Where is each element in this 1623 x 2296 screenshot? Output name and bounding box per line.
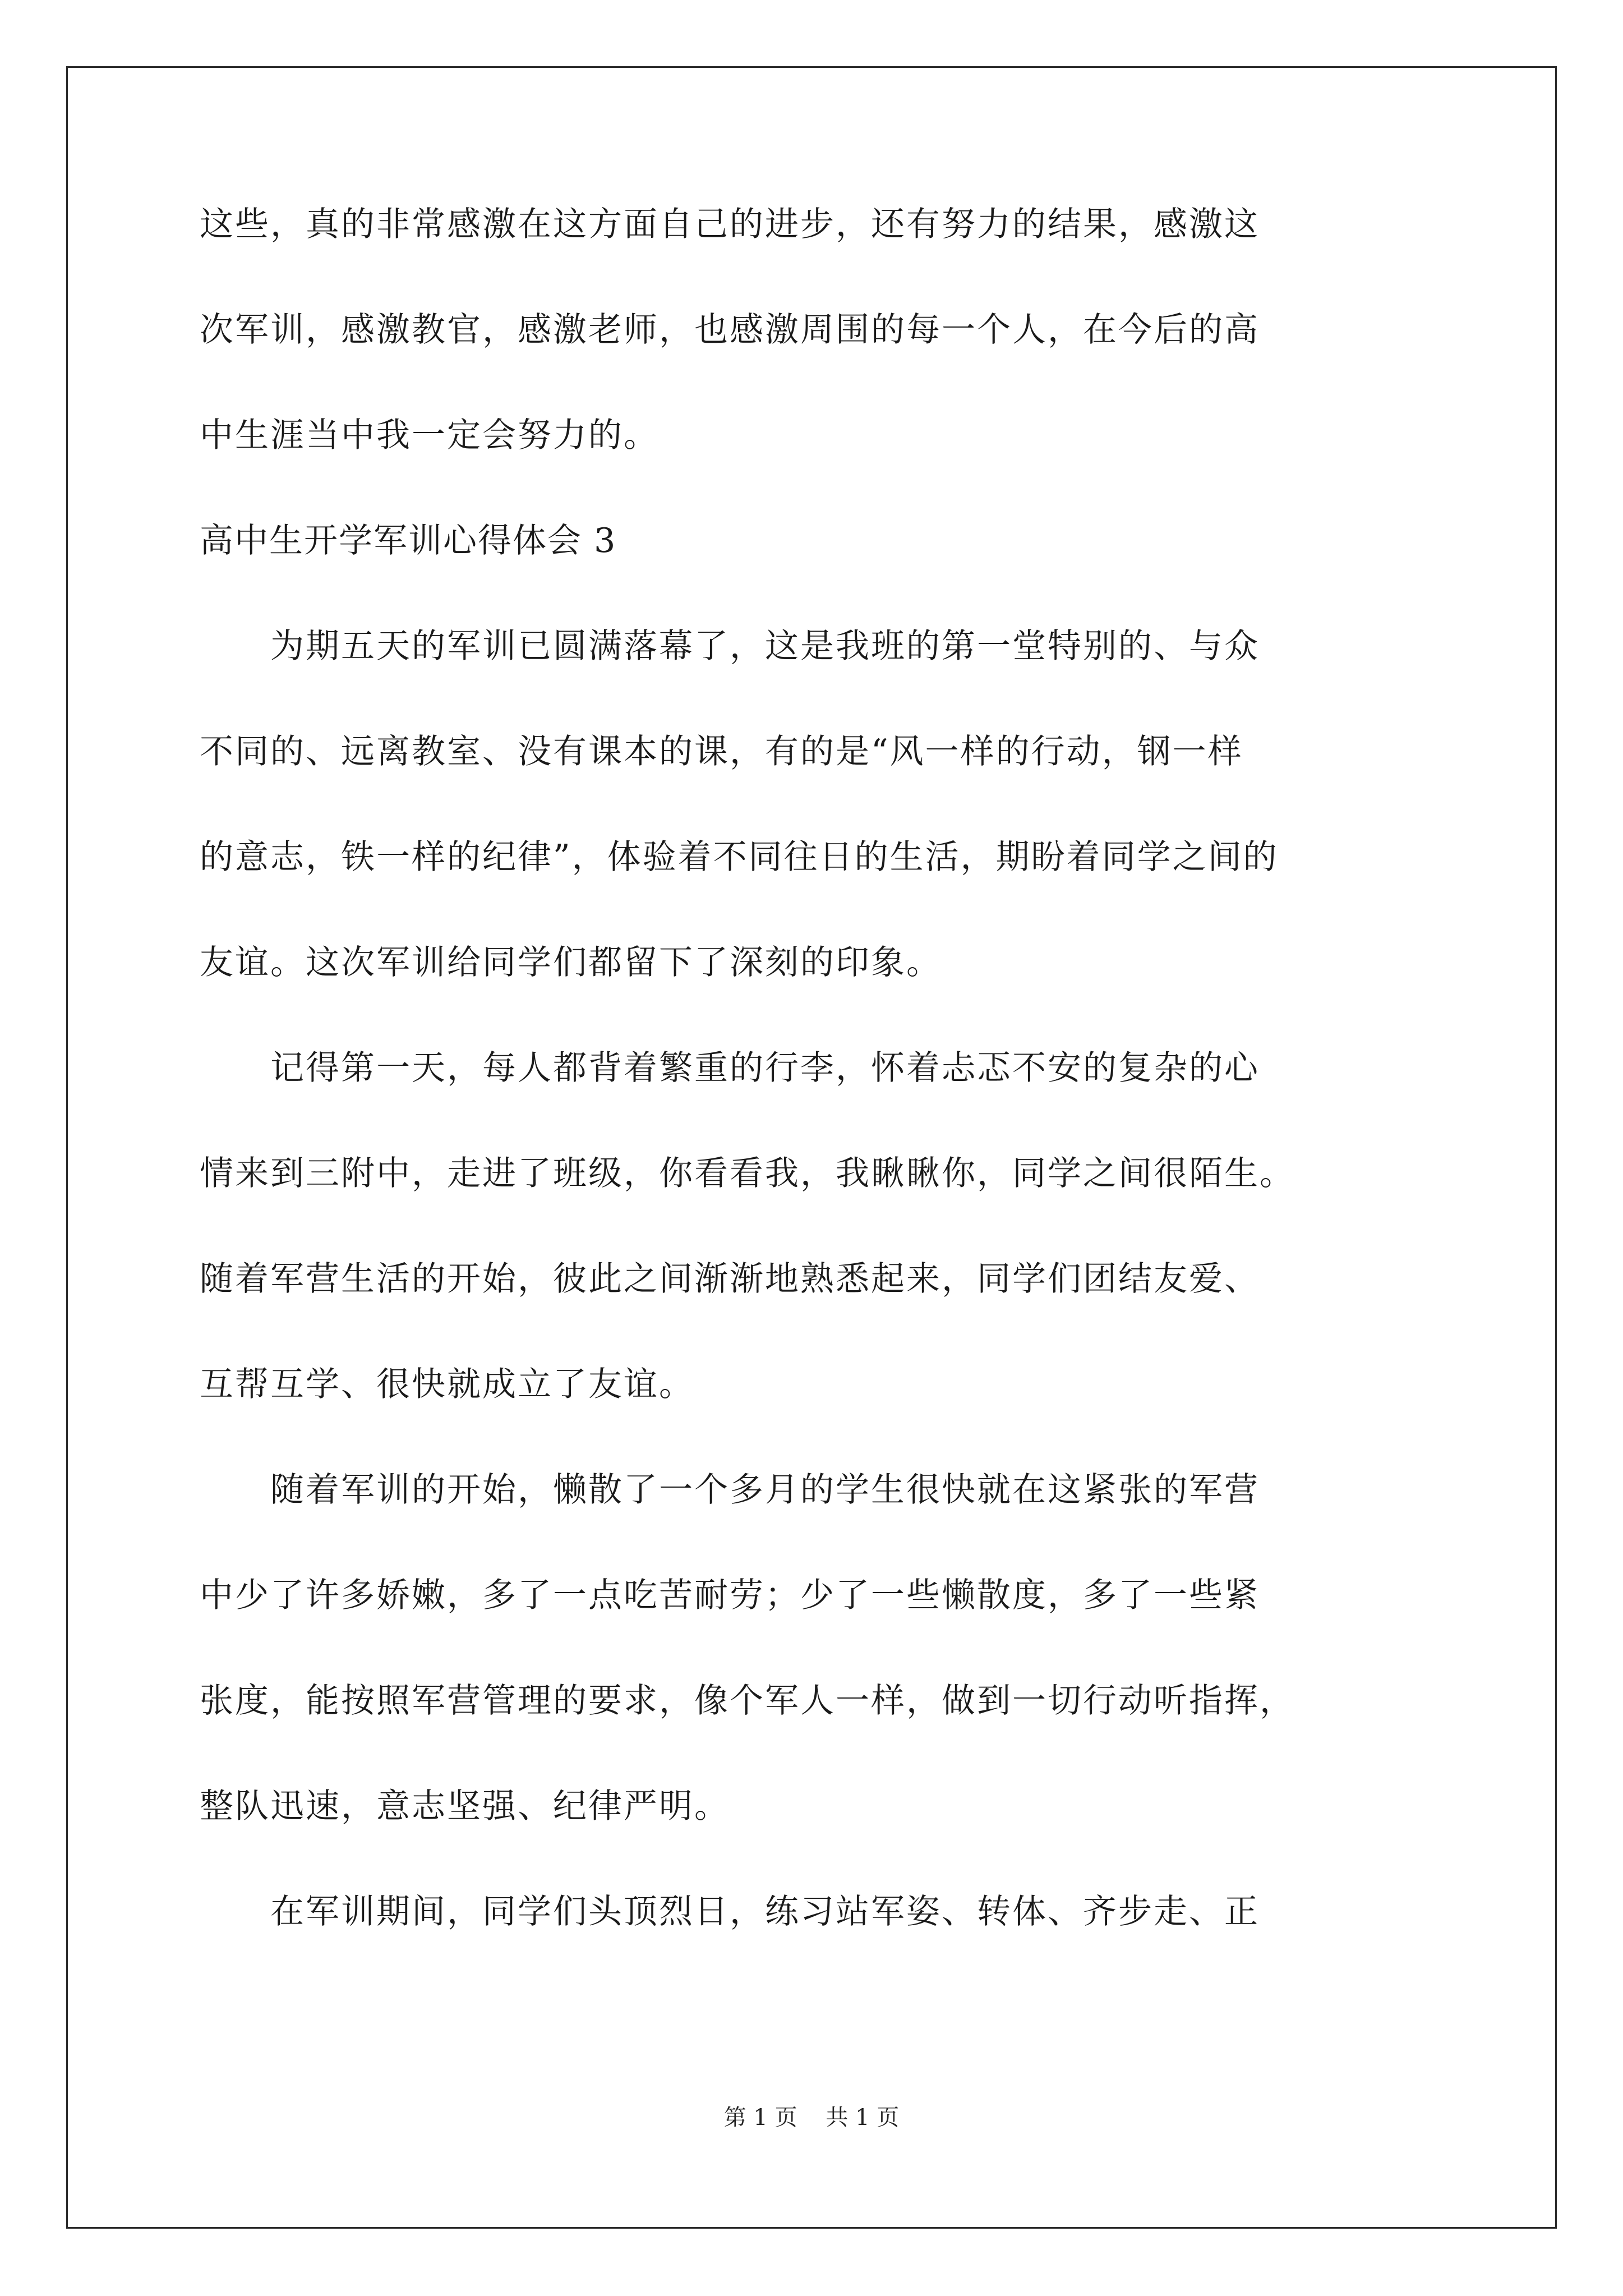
text-line: 的意志，铁一样的纪律”，体验着不同往日的生活，期盼着同学之间的 <box>200 838 1279 877</box>
text-line: 在军训期间，同学们头顶烈日，练习站军姿、转体、齐步走、正 <box>200 1892 1260 1931</box>
text-line: 中生涯当中我一定会努力的。 <box>200 416 659 455</box>
text-line: 情来到三附中，走进了班级，你看看我，我瞅瞅你，同学之间很陌生。 <box>200 1154 1295 1193</box>
text-line: 次军训，感激教官，感激老师，也感激周围的每一个人，在今后的高 <box>200 310 1260 349</box>
text-line: 不同的、远离教室、没有课本的课，有的是“风一样的行动，钢一样 <box>200 732 1243 771</box>
text-line: 为期五天的军训已圆满落幕了，这是我班的第一堂特别的、与众 <box>200 627 1260 666</box>
section-heading: 高中生开学军训心得体会 3 <box>200 521 617 560</box>
page-number-footer: 第 1 页 共 1 页 <box>723 2105 900 2131</box>
text-line: 这些，真的非常感激在这方面自己的进步，还有努力的结果，感激这 <box>200 205 1260 244</box>
text-line: 整队迅速，意志坚强、纪律严明。 <box>200 1787 730 1826</box>
text-line: 张度，能按照军营管理的要求，像个军人一样，做到一切行动听指挥， <box>200 1681 1295 1720</box>
document-body <box>200 205 1445 2000</box>
text-line: 随着军营生活的开始，彼此之间渐渐地熟悉起来，同学们团结友爱、 <box>200 1259 1260 1299</box>
text-line: 中少了许多娇嫩，多了一点吃苦耐劳；少了一些懒散度，多了一些紧 <box>200 1576 1260 1615</box>
text-line: 记得第一天，每人都背着繁重的行李，怀着忐忑不安的复杂的心 <box>200 1048 1260 1088</box>
text-line: 随着军训的开始，懒散了一个多月的学生很快就在这紧张的军营 <box>200 1470 1260 1510</box>
text-line: 友谊。这次军训给同学们都留下了深刻的印象。 <box>200 943 942 982</box>
text-line: 互帮互学、很快就成立了友谊。 <box>200 1365 694 1404</box>
